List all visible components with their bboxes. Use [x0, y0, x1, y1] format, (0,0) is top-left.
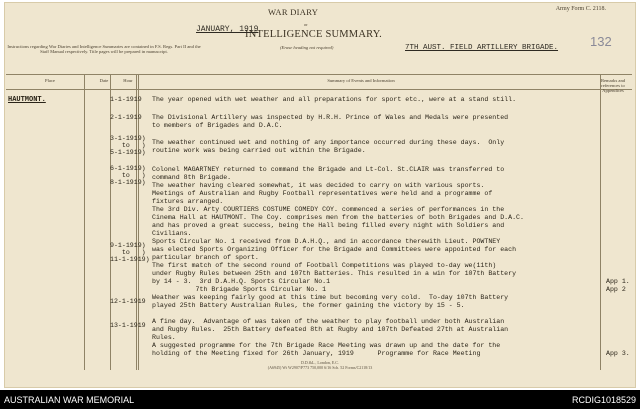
- column-summary: Summary of Events and Information: [327, 78, 395, 83]
- instructions-note: Instructions regarding War Diaries and Intelligence Summaries are contained in F.S. Regs. Part II and the Staff Manual respectively. Title pages will be prepared in manuscript.: [7, 44, 201, 55]
- column-date: Date: [99, 78, 109, 83]
- erase-note: (Erase heading not required): [280, 45, 334, 50]
- unit-heading: 7TH AUST. FIELD ARTILLERY BRIGADE.: [405, 44, 559, 52]
- place-hautmont: HAUTMONT.: [8, 96, 46, 104]
- entry-date: 13-1-1919: [110, 322, 146, 329]
- column-hour: Hour: [123, 78, 133, 83]
- archive-footer: [0, 390, 640, 409]
- appendix-reference: App 1. App 2: [606, 278, 630, 293]
- entry-text: Colonel MAGARTNEY returned to command the Brigade and Lt-Col. St.CLAIR was transferred to command 8th Brigade. The weather having cleared somewhat, it was decided to carry on with various sports. Meetings of Australian and Rugby Football representatives were held and a programme of fixtures arranged. The 3rd Div. Arty COURTIERS COSTUME COMEDY COY. commenced a series of performances in the Cinema Hall at HAUTMONT. The Coy. comprises men from the batteries of both Brigades and D.A.C. and has proved a great success, being the Hall being filled every night with Soldiers and Civilians.: [152, 166, 524, 237]
- entry-text: The year opened with wet weather and all preparations for sport etc., were at a stand still.: [152, 96, 517, 103]
- appendix-reference: App 3.: [606, 350, 630, 357]
- archive-name: AUSTRALIAN WAR MEMORIAL: [4, 394, 135, 405]
- column-rule: [84, 74, 85, 370]
- column-place: Place: [45, 78, 55, 83]
- page-number-pencil: 132: [590, 34, 612, 49]
- printer-imprint: D.D.&L., London, E.C. (A6945) Wt W2907/P773 750,000 6/16 Sch. 52 Forms/C2118/13: [267, 360, 373, 370]
- column-remarks: Remarks and references to Appendices: [600, 78, 626, 93]
- record-id: RCDIG1018529: [571, 394, 636, 405]
- entry-text: The Divisional Artillery was inspected by H.R.H. Prince of Wales and Medals were presented to members of Brigades and D.A.C.: [152, 114, 509, 129]
- entry-date: 9-1-1919) to ) 11-1-1919): [110, 242, 150, 263]
- column-header-row: [6, 74, 632, 93]
- entry-text: A fine day. Advantage of was taken of the weather to play football under both Australian and Rugby Rules. 25th Battery defeated 8th at Rugby and 107th Defeated 27th at Australian Rules. A suggested programme for the 7th Brigade Race Meeting was drawn up and the date for the holding of the Meeting fixed for 26th January, 1919 Programme for Race Meeting: [152, 318, 509, 357]
- month-heading: JANUARY, 1919: [196, 25, 259, 34]
- entry-date: 12-1-1919: [110, 298, 146, 305]
- war-diary-heading: WAR DIARY: [268, 7, 319, 17]
- entry-text: The weather continued wet and nothing of any importance occurred during these days. Only routine work was being carried out within the Brigade.: [152, 139, 505, 154]
- entry-text: Sports Circular No. 1 received from D.A.H.Q., and in accordance therewith Lieut. POWTNEY was elected Sports Organizing Officer for the Brigade and Committees were appointed for each particular branch of sport. The first match of the second round of Football Competitions was played to-day we(11th) under Rugby Rules between 25th and 107th Batteries. This resulted in a win for 107th Battery by 14 - 3. 3rd D.A.H.Q. Sports Circular No.1 7th Brigade Sports Circular No. 1: [152, 238, 517, 293]
- entry-date: 1-1-1919: [110, 96, 142, 103]
- column-rule: [600, 74, 601, 370]
- or-text: or: [304, 22, 308, 27]
- entry-date: 3-1-1919) to ) 5-1-1919): [110, 135, 146, 156]
- entry-date: 6-1-1919) to ) 8-1-1919): [110, 165, 146, 186]
- army-form-code: Army Form C. 2118.: [555, 6, 606, 12]
- entry-date: 2-1-1919: [110, 114, 142, 121]
- entry-text: Weather was keeping fairly good at this time but becoming very cold. To-day 107th Battery played 25th Battery Australian Rules, the former gaining the victory by 15 - 5.: [152, 294, 509, 309]
- intelligence-summary-heading: INTELLIGENCE SUMMARY.: [245, 29, 383, 40]
